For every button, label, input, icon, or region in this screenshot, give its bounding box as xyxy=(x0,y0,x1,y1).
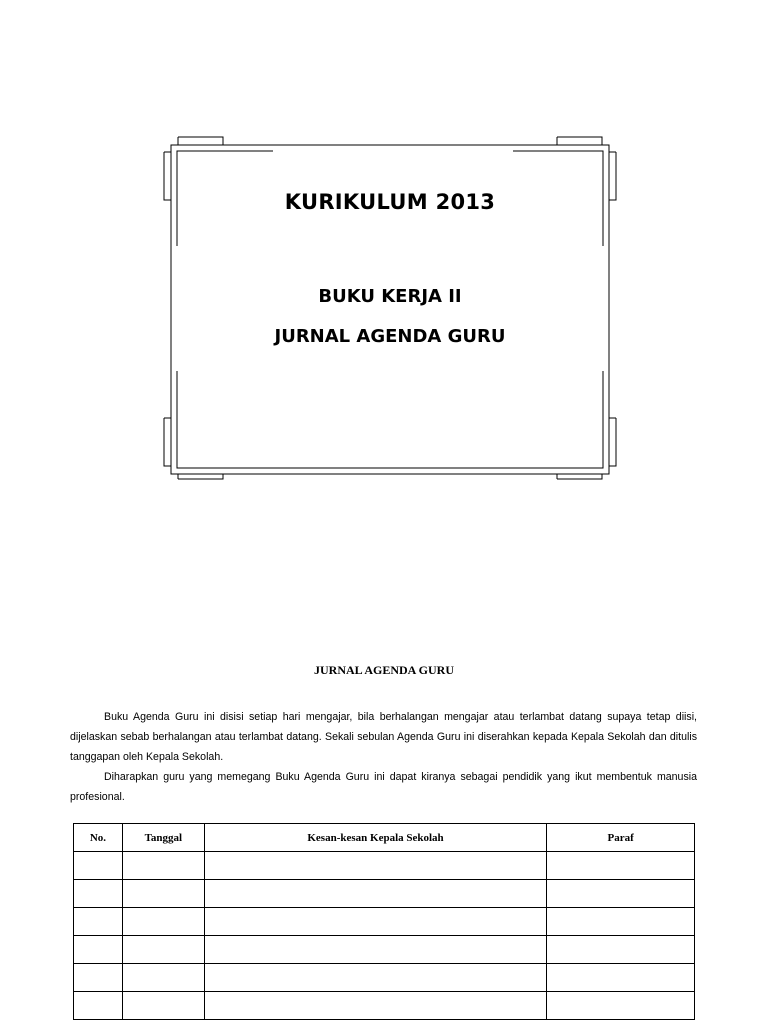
agenda-table xyxy=(73,823,695,1020)
table-cell xyxy=(74,992,123,1020)
table-row xyxy=(74,852,695,880)
table-cell xyxy=(547,992,695,1020)
table-row xyxy=(74,880,695,908)
table-cell xyxy=(74,852,123,880)
header-paraf: Paraf xyxy=(547,824,695,852)
cover-subtitle-book: BUKU KERJA II xyxy=(318,286,462,307)
header-tanggal: Tanggal xyxy=(122,824,204,852)
table-cell xyxy=(74,936,123,964)
table-row xyxy=(74,936,695,964)
intro-paragraph: Buku Agenda Guru ini disisi setiap hari mengajar, bila berhalangan mengajar atau terlambat datang supaya tetap diisi, dijelaskan sebab berhalangan atau terlambat datang. Sekali sebulan Agenda Guru ini diserahkan kepada Kepala Sekolah dan ditulis tanggapan oleh Kepala Sekolah. xyxy=(70,711,697,763)
cover-frame-border xyxy=(163,136,617,480)
table-cell xyxy=(122,964,204,992)
table-cell xyxy=(122,992,204,1020)
table-cell xyxy=(204,852,546,880)
cover-frame xyxy=(163,136,617,480)
table-cell xyxy=(547,880,695,908)
header-no: No. xyxy=(74,824,123,852)
header-kesan: Kesan-kesan Kepala Sekolah xyxy=(204,824,546,852)
table-cell xyxy=(122,936,204,964)
table-cell xyxy=(547,936,695,964)
table-cell xyxy=(74,908,123,936)
table-cell xyxy=(74,964,123,992)
table-cell xyxy=(122,852,204,880)
table-cell xyxy=(204,992,546,1020)
cover-title: KURIKULUM 2013 xyxy=(284,190,496,214)
table-cell xyxy=(547,852,695,880)
journal-heading: JURNAL AGENDA GURU xyxy=(313,663,454,677)
table-cell xyxy=(547,908,695,936)
table-cell xyxy=(204,908,546,936)
table-row xyxy=(74,908,695,936)
table-cell xyxy=(547,964,695,992)
expectation-paragraph: Diharapkan guru yang memegang Buku Agenda Guru ini dapat kiranya sebagai pendidik yang ikut membentuk manusia profesional. xyxy=(70,771,697,803)
table-cell xyxy=(122,908,204,936)
table-row xyxy=(74,992,695,1020)
table-cell xyxy=(122,880,204,908)
table-cell xyxy=(74,880,123,908)
table-cell xyxy=(204,964,546,992)
table-header-row xyxy=(74,824,695,852)
cover-subtitle-journal: JURNAL AGENDA GURU xyxy=(274,326,506,347)
table-row xyxy=(74,964,695,992)
table-cell xyxy=(204,880,546,908)
table-cell xyxy=(204,936,546,964)
